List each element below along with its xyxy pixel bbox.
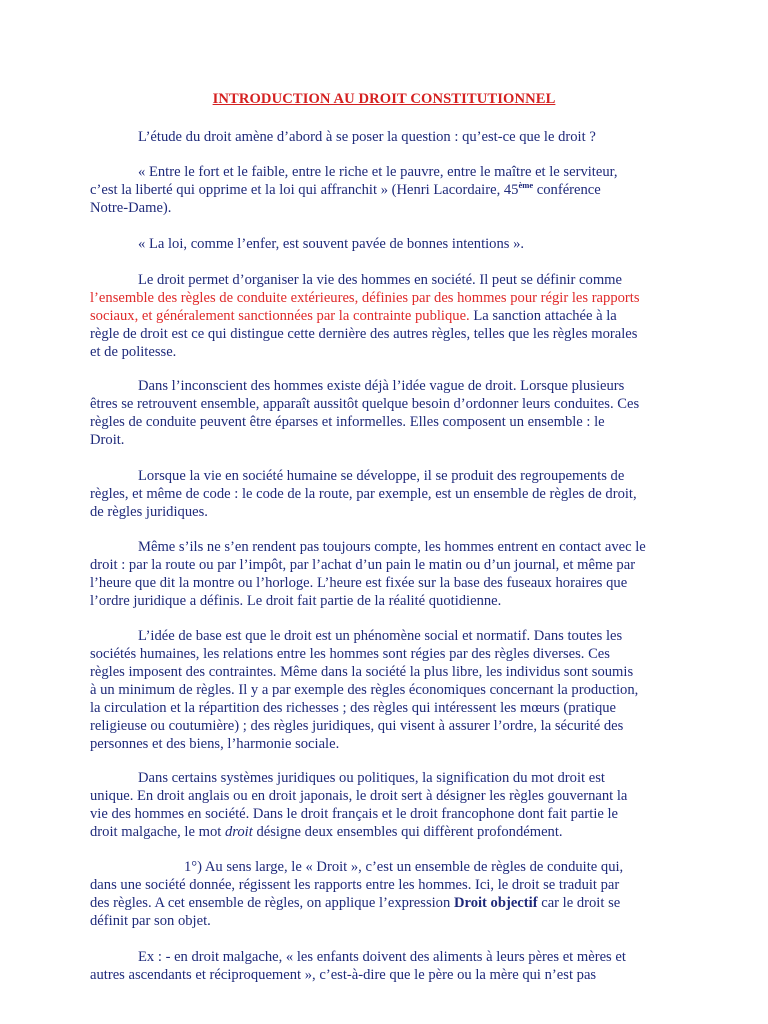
text-line: règles imposent des contraintes. Même dans la société la plus libre, les individus sont soumis (90, 664, 634, 680)
text-line: L’idée de base est que le droit est un phénomène social et normatif. Dans toutes les (138, 628, 623, 644)
text-line: L’étude du droit amène d’abord à se poser la question : qu’est-ce que le droit ? (138, 129, 596, 145)
text-line: règles, et même de code : le code de la route, par exemple, est un ensemble de règles de droit, (90, 486, 637, 502)
highlighted-definition: sociaux, et généralement sanctionnées par la contrainte publique. (90, 308, 470, 324)
text-line: « Entre le fort et le faible, entre le riche et le pauvre, entre le maître et le serviteur, (138, 164, 618, 180)
text-line: Ex : - en droit malgache, « les enfants doivent des aliments à leurs pères et mères et (138, 949, 626, 965)
text-line: à un minimum de règles. Il y a par exemple des règles économiques concernant la production, (90, 682, 639, 698)
paragraph-quote-loi (90, 235, 690, 253)
text-line: unique. En droit anglais ou en droit japonais, le droit sert à désigner les règles gouvernant la (90, 788, 628, 804)
text-line: règle de droit est ce qui distingue cette dernière des autres règles, telles que les règles morales (90, 326, 638, 342)
italic-term: droit (224, 824, 253, 840)
text-line: et de politesse. (90, 344, 177, 360)
text-line (90, 894, 690, 912)
paragraph-sens-large (90, 858, 690, 930)
highlighted-definition: l’ensemble des règles de conduite extérieures, définies par des hommes pour régir les rapports (90, 290, 640, 306)
text-segment: La sanction attachée à la (469, 308, 617, 324)
text-line: Notre-Dame). (90, 200, 172, 216)
text-line: règles de conduite peuvent être éparses et informelles. Elles composent un ensemble : le (90, 414, 605, 430)
text-line: « La loi, comme l’enfer, est souvent pavée de bonnes intentions ». (138, 236, 525, 252)
paragraph-definition (90, 271, 690, 361)
text-line: droit : par la route ou par l’impôt, par l’achat d’un pain le matin ou d’un journal, et même par (90, 557, 636, 573)
text-line: êtres se retrouvent ensemble, apparaît aussitôt quelque besoin d’ordonner leurs conduites. Ces (90, 396, 640, 412)
text-segment: car le droit se (537, 895, 621, 911)
text-segment: des règles. A cet ensemble de règles, on applique l’expression (90, 895, 454, 911)
text-line: l’heure que dit la montre ou l’horloge. L’heure est fixée sur la base des fuseaux horaires que (90, 575, 628, 591)
text-segment: c’est la liberté qui opprime et la loi qui affranchit » (Henri Lacordaire, 45 (90, 182, 519, 198)
text-line: personnes et des biens, l’harmonie sociale. (90, 736, 340, 752)
text-line: la circulation et la répartition des richesses ; des règles qui intéressent les mœurs (pratique (90, 700, 617, 716)
text-line: Droit. (90, 432, 125, 448)
paragraph-5 (90, 377, 690, 449)
paragraph-8 (90, 627, 690, 753)
text-segment: conférence (533, 182, 601, 198)
text-line: Dans certains systèmes juridiques ou politiques, la signification du mot droit est (138, 770, 605, 786)
text-line: dans une société donnée, régissent les rapports entre les hommes. Ici, le droit se traduit par (90, 877, 620, 893)
text-line: religieuse ou coutumière) ; des règles juridiques, qui visent à assurer l’ordre, la sécurité des (90, 718, 624, 734)
text-line: définit par son objet. (90, 913, 211, 929)
text-line: Le droit permet d’organiser la vie des hommes en société. Il peut se définir comme (138, 272, 623, 288)
paragraph-6 (90, 467, 690, 521)
text-line: Dans l’inconscient des hommes existe déjà l’idée vague de droit. Lorsque plusieurs (138, 378, 625, 394)
text-segment: désigne deux ensembles qui diffèrent profondément. (252, 824, 563, 840)
text-line: autres ascendants et réciproquement », c’est-à-dire que le père ou la mère qui n’est pas (90, 967, 597, 983)
text-line: sociétés humaines, les relations entre les hommes sont régies par des règles diverses. Ces (90, 646, 610, 662)
superscript: ème (518, 180, 534, 190)
text-line: l’ordre juridique a définis. Le droit fait partie de la réalité quotidienne. (90, 593, 502, 609)
text-line: vie des hommes en société. Dans le droit français et le droit francophone dont fait partie le (90, 806, 619, 822)
paragraph-1 (90, 128, 690, 146)
paragraph-example (90, 948, 690, 984)
text-line: de règles juridiques. (90, 504, 208, 520)
text-segment: droit malgache, le mot (90, 824, 225, 840)
text-line (90, 823, 690, 841)
text-line: Même s’ils ne s’en rendent pas toujours compte, les hommes entrent en contact avec le (138, 539, 646, 555)
paragraph-9 (90, 769, 690, 841)
paragraph-quote-lacordaire (90, 163, 690, 217)
text-line: 1°) Au sens large, le « Droit », c’est un ensemble de règles de conduite qui, (184, 859, 624, 875)
text-line: Lorsque la vie en société humaine se développe, il se produit des regroupements de (138, 468, 625, 484)
text-line (90, 307, 690, 325)
paragraph-7 (90, 538, 690, 610)
document-title: INTRODUCTION AU DROIT CONSTITUTIONNEL (212, 91, 556, 107)
text-line (90, 181, 690, 199)
bold-term: Droit objectif (453, 895, 538, 911)
